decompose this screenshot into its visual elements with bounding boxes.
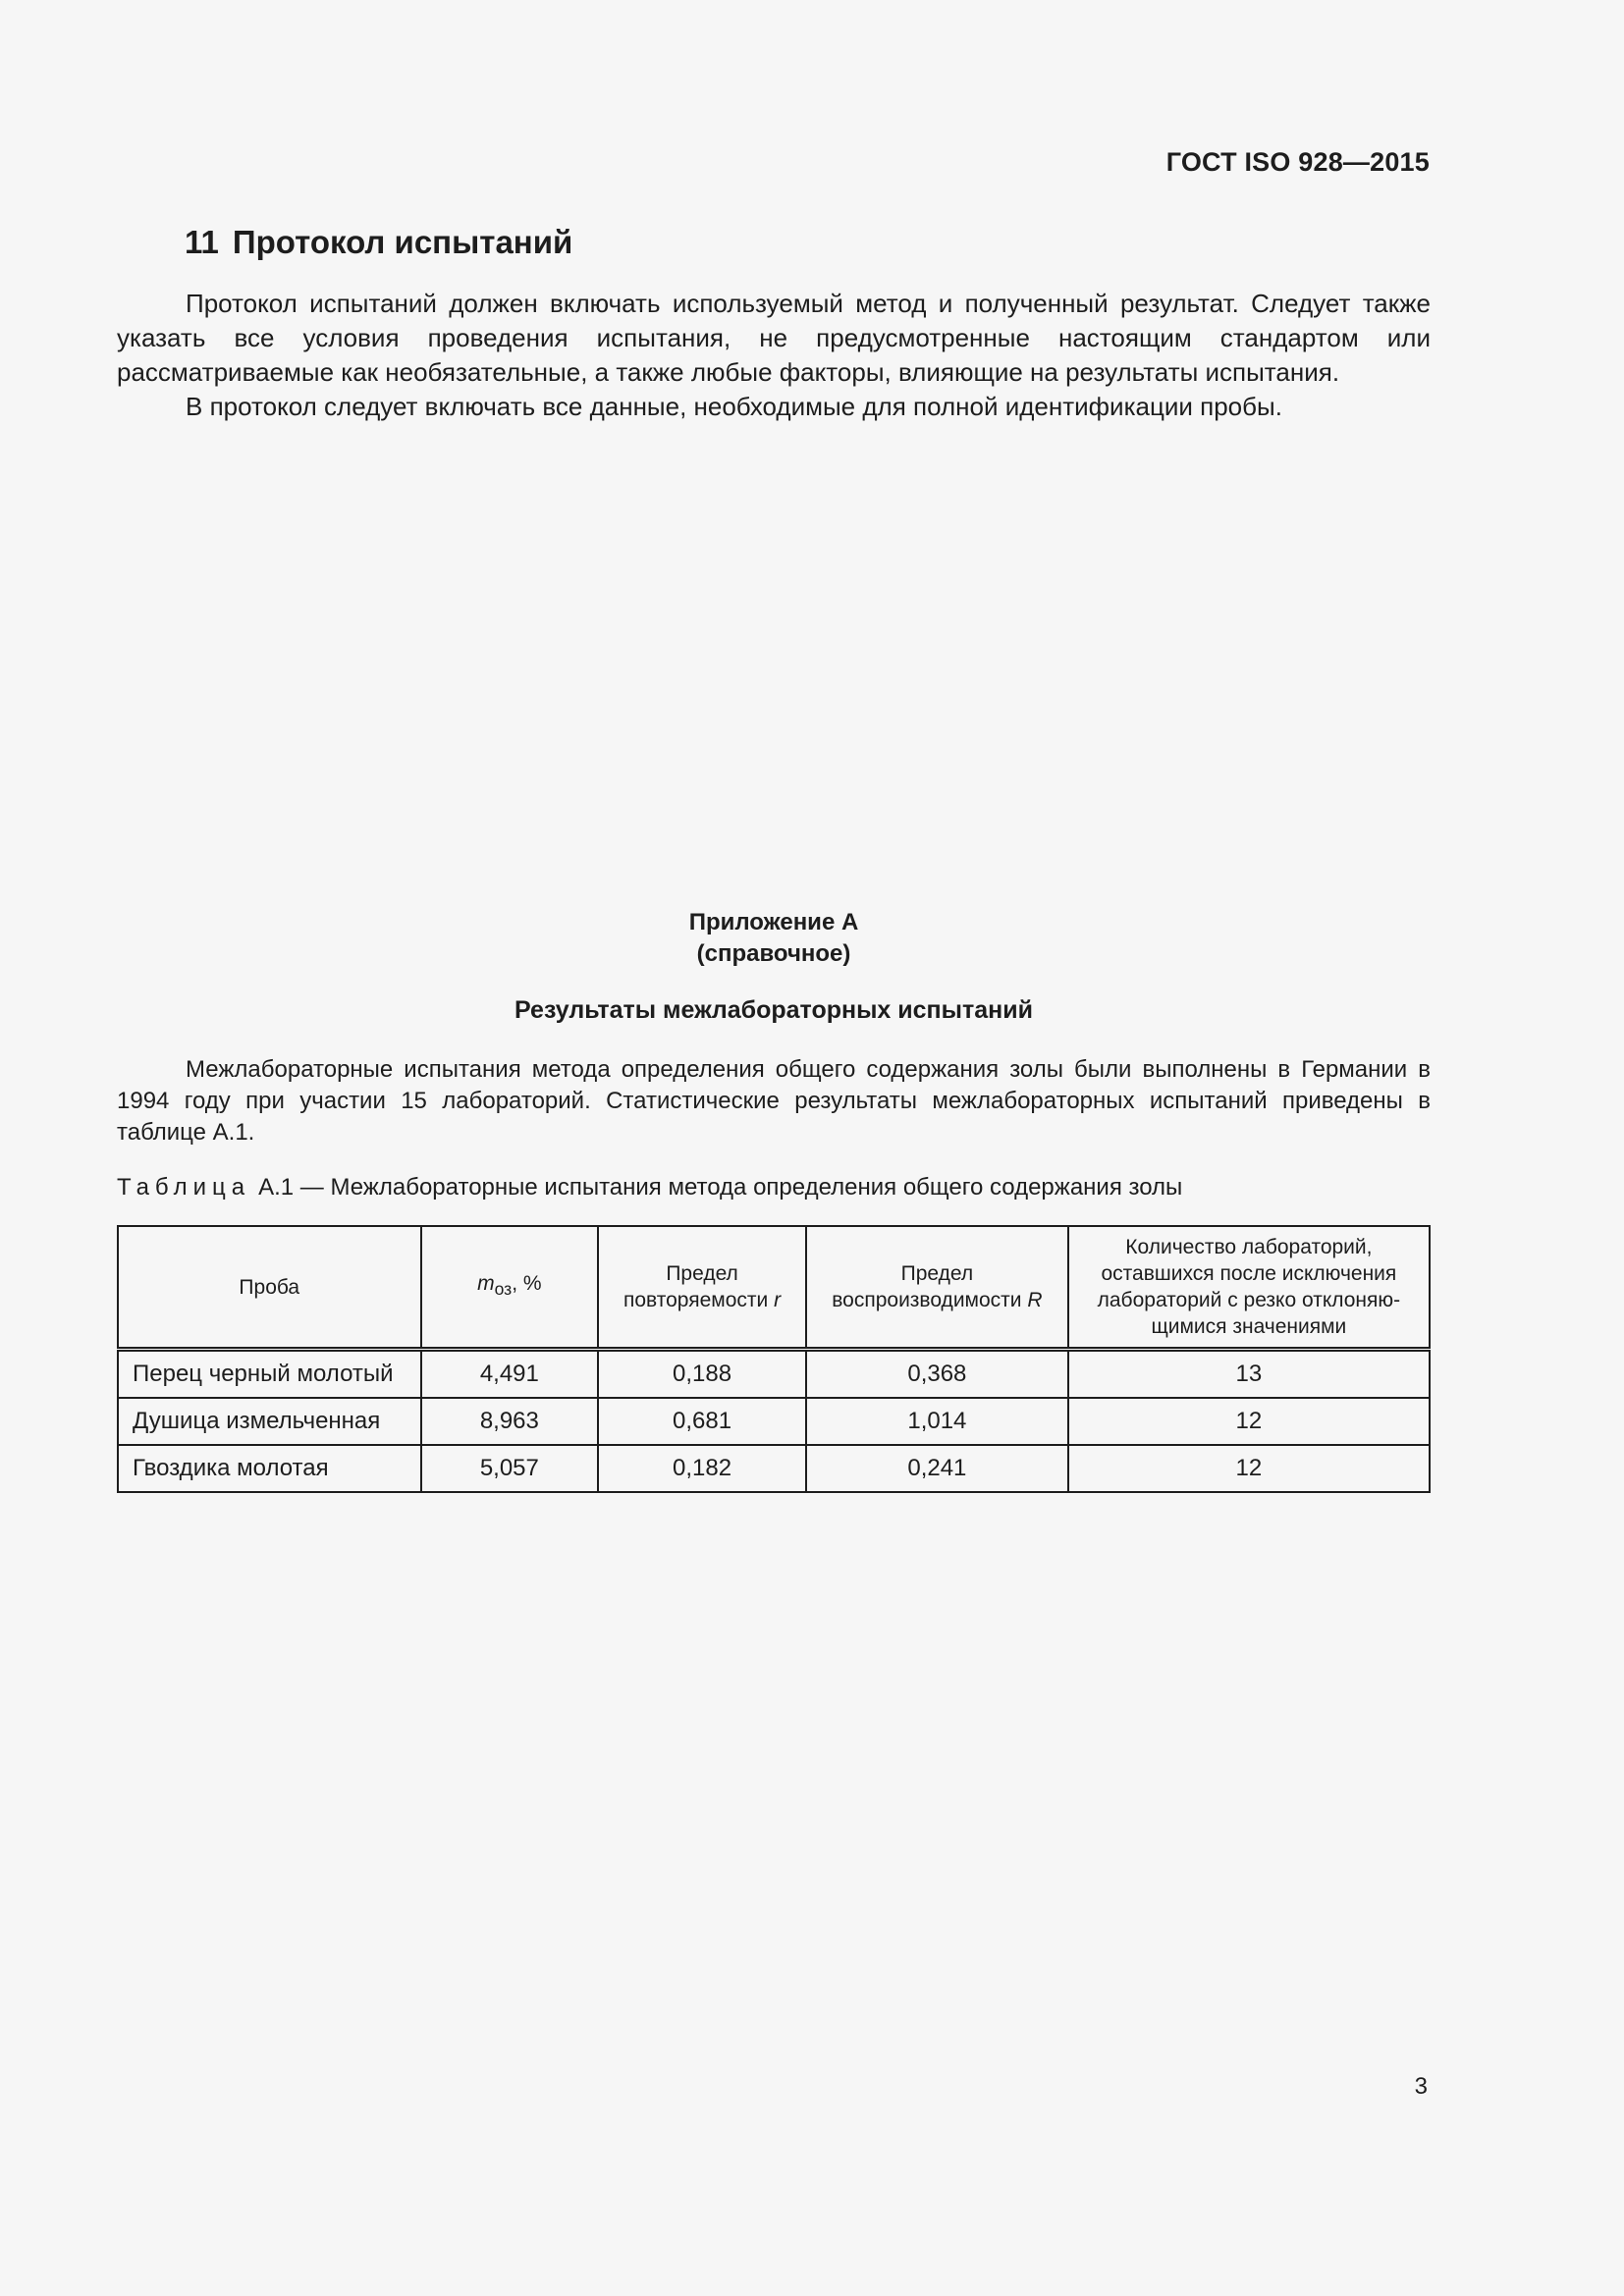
- table-row: [118, 1445, 1430, 1492]
- annex-status: (справочное): [696, 940, 851, 967]
- header-repeat-line1: Предел: [666, 1262, 738, 1285]
- document-code: ГОСТ ISO 928—2015: [1165, 147, 1430, 177]
- header-sample: Проба: [118, 1226, 421, 1350]
- cell-repeatability: 0,681: [598, 1398, 806, 1445]
- cell-lab-count: 12: [1068, 1398, 1430, 1445]
- header-ash-content: [421, 1226, 599, 1350]
- cell-sample: Гвоздика молотая: [118, 1445, 421, 1492]
- cell-lab-count: 12: [1068, 1445, 1430, 1492]
- results-table: [117, 1225, 1431, 1493]
- cell-ash-content: 4,491: [421, 1350, 599, 1399]
- header-reprod-line1: Предел: [900, 1262, 974, 1285]
- table-row: [118, 1350, 1430, 1399]
- header-repeat-symbol: r: [774, 1289, 782, 1311]
- header-m-subscript: оз: [494, 1279, 513, 1300]
- header-repeatability: [598, 1226, 806, 1350]
- cell-repeatability: 0,182: [598, 1445, 806, 1492]
- annex-body: [117, 1054, 1431, 1148]
- cell-repeatability: 0,188: [598, 1350, 806, 1399]
- annex-paragraph: Межлабораторные испытания метода определения общего содержания золы были выполнены в Германии в 1994 году при участии 15 лабораторий. Статистические результаты межлабораторных испытаний приведены в таблице А.1.: [117, 1056, 1431, 1146]
- annex-title: Результаты межлабораторных испытаний: [514, 996, 1033, 1024]
- section-number: 11: [185, 224, 219, 260]
- header-reproducibility: [806, 1226, 1068, 1350]
- table-caption-word: Таблица: [117, 1174, 251, 1201]
- header-m-unit: , %: [512, 1272, 542, 1296]
- section-paragraph-2: В протокол следует включать все данные, необходимые для полной идентификации пробы.: [186, 392, 1282, 421]
- cell-lab-count: 13: [1068, 1350, 1430, 1399]
- page-number: 3: [1414, 2073, 1428, 2100]
- header-lab-count: Количество лабораторий, оставшихся после исключения лабораторий с резко отклоняющимися значениями: [1068, 1226, 1430, 1350]
- annex-label: Приложение А: [688, 909, 859, 935]
- table-caption: [117, 1174, 1182, 1201]
- table-header-row: [118, 1226, 1430, 1350]
- table-row: [118, 1398, 1430, 1445]
- cell-reproducibility: 0,241: [806, 1445, 1068, 1492]
- cell-ash-content: 8,963: [421, 1398, 599, 1445]
- table-caption-text: А.1 — Межлабораторные испытания метода определения общего содержания золы: [258, 1174, 1183, 1201]
- cell-sample: Перец черный молотый: [118, 1350, 421, 1399]
- section-title: Протокол испытаний: [232, 224, 573, 260]
- cell-ash-content: 5,057: [421, 1445, 599, 1492]
- header-m-symbol: m: [477, 1272, 495, 1296]
- cell-sample: Душица измельченная: [118, 1398, 421, 1445]
- header-reprod-symbol: R: [1027, 1289, 1043, 1311]
- cell-reproducibility: 0,368: [806, 1350, 1068, 1399]
- section-paragraph-1: Протокол испытаний должен включать используемый метод и полученный результат. Следует также указать все условия проведения испытания, не предусмотренные настоящим стандартом или рассматриваемые как необязательные, а также любые факторы, влияющие на результаты испытания.: [117, 289, 1431, 387]
- header-reprod-line2: воспроизводимости: [832, 1289, 1022, 1311]
- cell-reproducibility: 1,014: [806, 1398, 1068, 1445]
- annex-heading: [0, 907, 1547, 970]
- section-heading: [185, 224, 572, 261]
- section-body: [117, 287, 1431, 424]
- header-repeat-line2: повторяемости: [623, 1289, 769, 1311]
